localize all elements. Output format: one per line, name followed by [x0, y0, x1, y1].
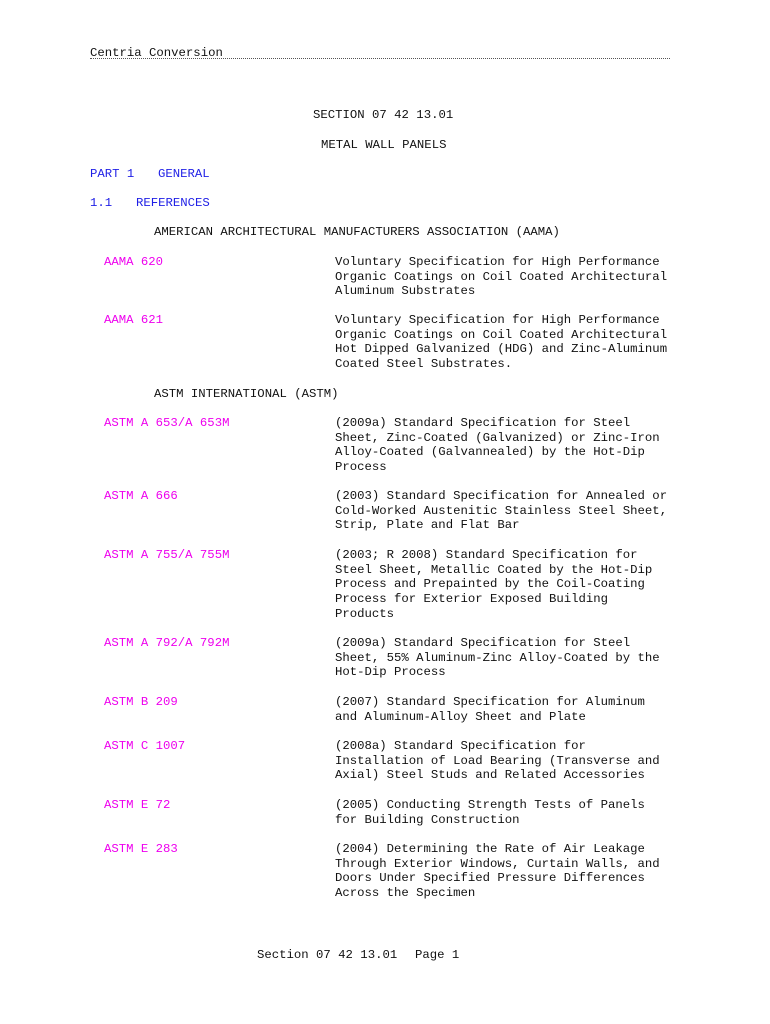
- ref-desc-line: (2003) Standard Specification for Annealed or: [335, 489, 668, 503]
- ref-desc-line: (2005) Conducting Strength Tests of Panels: [335, 798, 645, 812]
- ref-code[interactable]: ASTM B 209: [104, 695, 178, 709]
- ref-description: [335, 636, 695, 680]
- ref-desc-line: Process: [335, 460, 387, 475]
- ref-code[interactable]: ASTM E 283: [104, 842, 178, 856]
- ref-desc-line: for Building Construction: [335, 812, 520, 827]
- ref-desc-line: Products: [335, 606, 395, 621]
- ref-desc-line: (2007) Standard Specification for Aluminum: [335, 695, 645, 709]
- ref-description: [335, 842, 695, 901]
- part-label[interactable]: PART 1: [90, 167, 135, 181]
- ref-code[interactable]: ASTM A 653/A 653M: [104, 416, 230, 430]
- header-project: Centria Conversion: [90, 46, 223, 60]
- ref-code[interactable]: AAMA 621: [104, 313, 164, 327]
- ref-description: [335, 695, 695, 724]
- ref-desc-line: Through Exterior Windows, Curtain Walls, and: [335, 856, 660, 871]
- ref-desc-line: Organic Coatings on Coil Coated Architectural: [335, 269, 668, 284]
- ref-desc-line: (2009a) Standard Specification for Steel: [335, 636, 631, 650]
- header-rule: [90, 58, 670, 59]
- ref-desc-line: Doors Under Specified Pressure Differences: [335, 871, 645, 886]
- ref-desc-line: Process and Prepainted by the Coil-Coating: [335, 577, 645, 592]
- ref-code[interactable]: AAMA 620: [104, 255, 164, 269]
- ref-code[interactable]: ASTM E 72: [104, 798, 171, 812]
- section-title: METAL WALL PANELS: [321, 138, 447, 152]
- ref-desc-line: Alloy-Coated (Galvannealed) by the Hot-Dip: [335, 445, 645, 460]
- ref-desc-line: (2004) Determining the Rate of Air Leakage: [335, 842, 645, 856]
- ref-desc-line: Process for Exterior Exposed Building: [335, 592, 609, 607]
- ref-code[interactable]: ASTM A 666: [104, 489, 178, 503]
- ref-desc-line: Strip, Plate and Flat Bar: [335, 518, 520, 533]
- ref-desc-line: and Aluminum-Alloy Sheet and Plate: [335, 709, 586, 724]
- ref-desc-line: Steel Sheet, Metallic Coated by the Hot-Dip: [335, 562, 653, 577]
- ref-desc-line: Sheet, 55% Aluminum-Zinc Alloy-Coated by the: [335, 650, 660, 665]
- ref-desc-line: Organic Coatings on Coil Coated Architectural: [335, 327, 668, 342]
- ref-description: [335, 489, 695, 533]
- part-title[interactable]: GENERAL: [158, 167, 210, 181]
- ref-desc-line: Across the Specimen: [335, 886, 476, 901]
- ref-desc-line: Coated Steel Substrates.: [335, 357, 513, 372]
- ref-description: [335, 313, 695, 372]
- ref-code[interactable]: ASTM A 792/A 792M: [104, 636, 230, 650]
- ref-description: [335, 416, 695, 475]
- org-heading-aama: AMERICAN ARCHITECTURAL MANUFACTURERS ASSOCIATION (AAMA): [154, 225, 560, 239]
- ref-desc-line: Hot Dipped Galvanized (HDG) and Zinc-Aluminum: [335, 342, 668, 357]
- ref-desc-line: Voluntary Specification for High Performance: [335, 313, 660, 327]
- article-number[interactable]: 1.1: [90, 196, 113, 210]
- article-title[interactable]: REFERENCES: [136, 196, 210, 210]
- section-number: SECTION 07 42 13.01: [313, 108, 454, 122]
- ref-desc-line: Aluminum Substrates: [335, 284, 476, 299]
- ref-desc-line: Axial) Steel Studs and Related Accessories: [335, 768, 645, 783]
- org-heading-astm: ASTM INTERNATIONAL (ASTM): [154, 387, 339, 401]
- ref-desc-line: Sheet, Zinc-Coated (Galvanized) or Zinc-Iron: [335, 430, 660, 445]
- ref-description: [335, 548, 695, 622]
- ref-description: [335, 739, 695, 783]
- ref-desc-line: Cold-Worked Austenitic Stainless Steel Sheet,: [335, 503, 668, 518]
- footer-section-label: Section 07 42 13.01: [257, 948, 398, 962]
- ref-desc-line: (2003; R 2008) Standard Specification for: [335, 548, 638, 562]
- ref-description: [335, 255, 695, 299]
- ref-code[interactable]: ASTM C 1007: [104, 739, 186, 753]
- ref-desc-line: Hot-Dip Process: [335, 665, 446, 680]
- footer-page-label: Page 1: [415, 948, 460, 962]
- ref-desc-line: Voluntary Specification for High Performance: [335, 255, 660, 269]
- ref-description: [335, 798, 695, 827]
- ref-desc-line: Installation of Load Bearing (Transverse and: [335, 753, 660, 768]
- ref-desc-line: (2009a) Standard Specification for Steel: [335, 416, 631, 430]
- ref-code[interactable]: ASTM A 755/A 755M: [104, 548, 230, 562]
- ref-desc-line: (2008a) Standard Specification for: [335, 739, 586, 753]
